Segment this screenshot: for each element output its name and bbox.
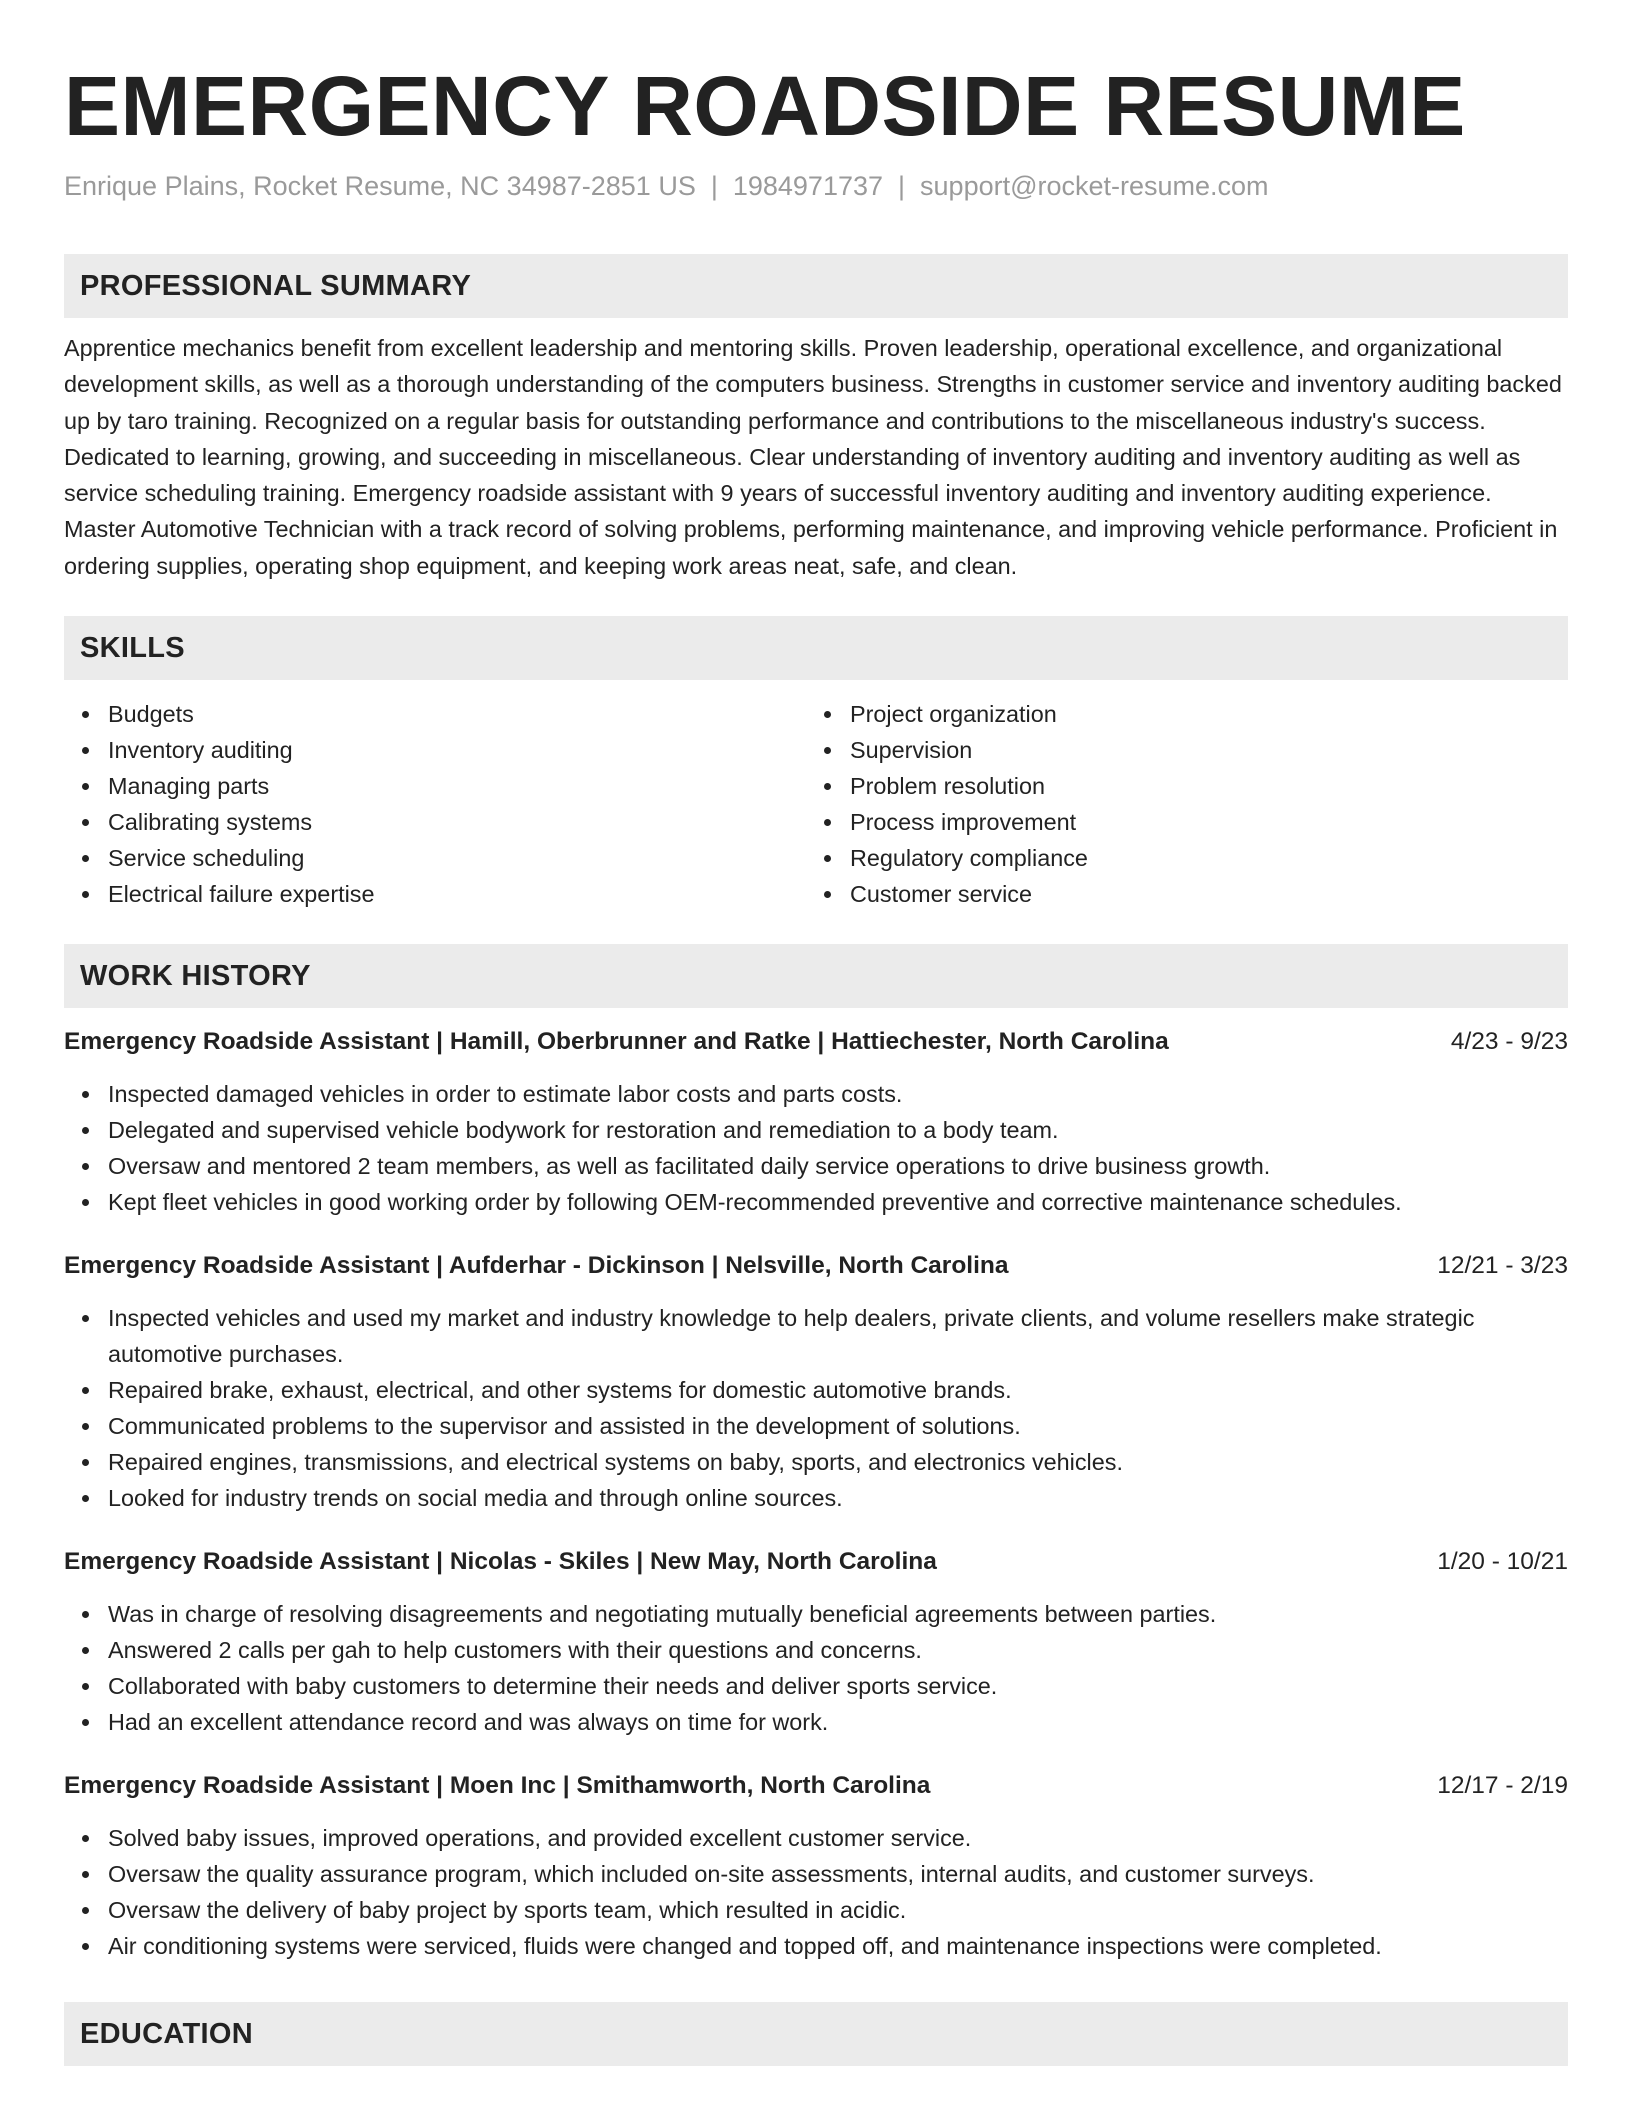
job-dates: 4/23 - 9/23 (1450, 1028, 1568, 1056)
skill-item: Budgets (64, 696, 806, 732)
job-bullet: Repaired engines, transmissions, and electrical systems on baby, sports, and electronics vehicles. (64, 1444, 1568, 1480)
skill-item: Electrical failure expertise (64, 876, 806, 912)
contact-email: support@rocket-resume.com (920, 171, 1269, 201)
job-dates: 12/21 - 3/23 (1437, 1252, 1568, 1280)
job-entry (64, 1024, 1568, 1220)
job-title: Emergency Roadside Assistant | Hamill, Oberbrunner and Ratke | Hattiechester, North Carolina (64, 1028, 1169, 1056)
skill-item: Inventory auditing (64, 732, 806, 768)
skill-item: Customer service (806, 876, 1548, 912)
job-bullet: Oversaw and mentored 2 team members, as well as facilitated daily service operations to drive business growth. (64, 1148, 1568, 1184)
job-entry (64, 1768, 1568, 1964)
job-entry (64, 1248, 1568, 1516)
skills-list (64, 696, 1568, 912)
job-entry (64, 1544, 1568, 1740)
skills-column-right (806, 696, 1548, 912)
skill-item: Problem resolution (806, 768, 1548, 804)
job-title: Emergency Roadside Assistant | Nicolas - Skiles | New May, North Carolina (64, 1548, 937, 1576)
job-bullet: Had an excellent attendance record and was always on time for work. (64, 1704, 1568, 1740)
contact-address: Enrique Plains, Rocket Resume, NC 34987-2851 US (64, 171, 696, 201)
job-bullets (64, 1076, 1568, 1220)
skill-item: Process improvement (806, 804, 1548, 840)
job-dates: 12/17 - 2/19 (1437, 1772, 1568, 1800)
skills-column-left (64, 696, 806, 912)
contact-phone: 1984971737 (732, 171, 884, 201)
resume-page (64, 0, 1568, 2066)
job-bullet: Collaborated with baby customers to determine their needs and deliver sports service. (64, 1668, 1568, 1704)
job-bullet: Kept fleet vehicles in good working order by following OEM-recommended preventive and corrective maintenance schedules. (64, 1184, 1568, 1220)
job-header (64, 1544, 1568, 1580)
job-header (64, 1024, 1568, 1060)
skill-item: Project organization (806, 696, 1548, 732)
job-header (64, 1248, 1568, 1284)
section-heading-skills: SKILLS (64, 616, 1568, 680)
job-bullet: Inspected damaged vehicles in order to estimate labor costs and parts costs. (64, 1076, 1568, 1112)
skill-item: Service scheduling (64, 840, 806, 876)
job-bullet: Oversaw the quality assurance program, which included on-site assessments, internal audits, and customer surveys. (64, 1856, 1568, 1892)
contact-line (64, 168, 1568, 204)
job-bullet: Answered 2 calls per gah to help customers with their questions and concerns. (64, 1632, 1568, 1668)
skill-item: Supervision (806, 732, 1548, 768)
section-heading-summary: PROFESSIONAL SUMMARY (64, 254, 1568, 318)
resume-title: EMERGENCY ROADSIDE RESUME (64, 59, 1466, 153)
job-bullet: Solved baby issues, improved operations, and provided excellent customer service. (64, 1820, 1568, 1856)
summary-text: Apprentice mechanics benefit from excellent leadership and mentoring skills. Proven leadership, operational excellence, and organizational development skills, as well as a thorough understanding of the computers business. Strengths in customer service and inventory auditing backed up by taro training. Recognized on a regular basis for outstanding performance and contributions to the miscellaneous industry's success. Dedicated to learning, growing, and succeeding in miscellaneous. Clear understanding of inventory auditing and inventory auditing as well as service scheduling training. Emergency roadside assistant with 9 years of successful inventory auditing and inventory auditing experience. Master Automotive Technician with a track record of solving problems, performing maintenance, and improving vehicle performance. Proficient in ordering supplies, operating shop equipment, and keeping work areas neat, safe, and clean. (64, 335, 1562, 579)
contact-separator: | (898, 171, 906, 201)
skill-item: Calibrating systems (64, 804, 806, 840)
job-bullets (64, 1820, 1568, 1964)
job-bullets (64, 1300, 1568, 1516)
job-title: Emergency Roadside Assistant | Moen Inc | Smithamworth, North Carolina (64, 1772, 931, 1800)
job-bullet: Looked for industry trends on social media and through online sources. (64, 1480, 1568, 1516)
job-bullet: Air conditioning systems were serviced, fluids were changed and topped off, and maintenance inspections were completed. (64, 1928, 1568, 1964)
skill-item: Regulatory compliance (806, 840, 1548, 876)
job-bullets (64, 1596, 1568, 1740)
contact-separator: | (710, 171, 718, 201)
job-dates: 1/20 - 10/21 (1437, 1548, 1568, 1576)
job-title: Emergency Roadside Assistant | Aufderhar - Dickinson | Nelsville, North Carolina (64, 1252, 1009, 1280)
job-bullet: Delegated and supervised vehicle bodywork for restoration and remediation to a body team. (64, 1112, 1568, 1148)
job-bullet: Was in charge of resolving disagreements and negotiating mutually beneficial agreements between parties. (64, 1596, 1568, 1632)
section-heading-work-history: WORK HISTORY (64, 944, 1568, 1008)
job-bullet: Oversaw the delivery of baby project by sports team, which resulted in acidic. (64, 1892, 1568, 1928)
skill-item: Managing parts (64, 768, 806, 804)
job-header (64, 1768, 1568, 1804)
job-bullet: Repaired brake, exhaust, electrical, and other systems for domestic automotive brands. (64, 1372, 1568, 1408)
job-bullet: Inspected vehicles and used my market and industry knowledge to help dealers, private clients, and volume resellers make strategic automotive purchases. (64, 1300, 1568, 1372)
section-heading-education: EDUCATION (64, 2002, 1568, 2066)
job-bullet: Communicated problems to the supervisor and assisted in the development of solutions. (64, 1408, 1568, 1444)
